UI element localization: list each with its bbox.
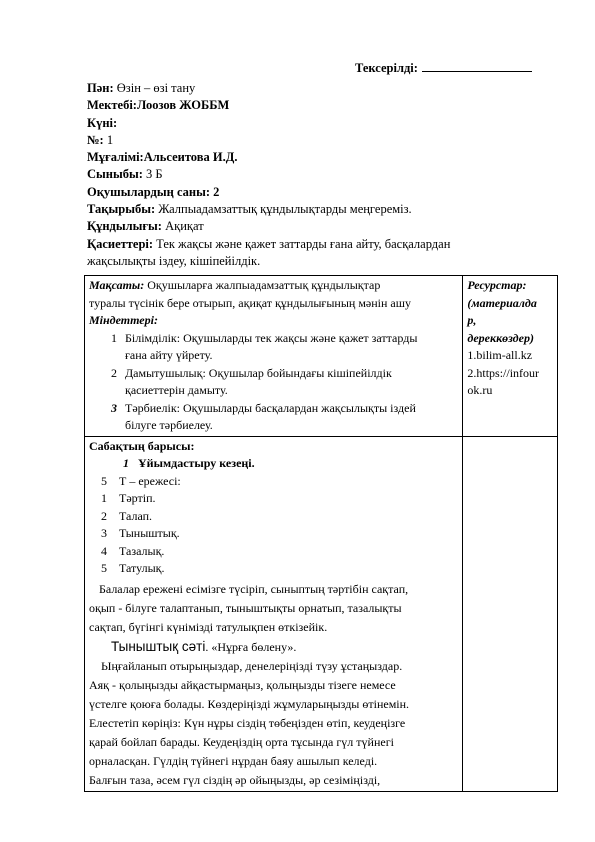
resources-label: Ресурстар: (467, 278, 527, 292)
course-side-cell (463, 436, 558, 791)
resource-link[interactable]: 2.https://infour (467, 365, 540, 380)
task-item: 3 Тәрбиелік: Оқушыларды басқалардан жақсылықты іздей білуге тәрбиелеу. (111, 400, 416, 432)
course-cell: Сабақтың барысы: 1 Ұйымдастыру кезеңі. 5 Т – ережесі: 1 Тәртіп. 2 Талап. 3 Тыныштық. 4 Тазалық. 5 Татулық. Балалар ережені есімізге түсіріп, сыныптың тәртібін сақтап, оқып - білуге талаптанып, тыныштықты орнатып, тазалықты сақтап, бүгінгі күнімізді татулықпен өткізейік. Тыныштық сәті. «Нұрға бөлену». Ыңғайланып отырыңыздар, денелеріңізді түзу ұстаңыздар. Аяқ - қолыңызды айқастырмаңыз, қолыңызды тізеге немесе үстелге қоюға болады. Көздеріңізді жұмуларыңызды өтінемін. Елестетіп көріңіз: Күн нұры сіздің төбеңізден өтіп, кеудеңізге қарай бойлап барады. Кеудеңіздің орта тұсында гүл түйнегі орналасқан. Гүлдің түйнегі нұрдан баяу ашылып келеді. Балғын таза, әсем гүл сіздің әр ойыңызды, әр сезіміңізді, (85, 436, 463, 791)
rule-item: 5 Татулық. (101, 561, 165, 575)
checked-by-label: Тексерілді: (355, 61, 418, 75)
topic-row: Тақырыбы: Жалпыадамзаттық құндылықтарды меңгереміз. (87, 202, 412, 217)
class-row: Сыныбы: 3 Б (87, 167, 163, 182)
goal-text-cont: туралы түсінік бере отырып, ақиқат құндылығының мәнін ашу (89, 295, 411, 310)
quality-row-cont: жақсылықты іздеу, кішіпейілдік. (87, 253, 261, 268)
course-label: Сабақтың барысы: (89, 438, 195, 453)
tasks-label: Міндеттері: (89, 313, 158, 327)
quality-row: Қасиеттері: Тек жақсы және қажет заттарды ғана айту, басқалардан (87, 236, 451, 251)
rule-item: 3 Тыныштық. (101, 526, 180, 540)
students-row: Оқушылардың саны: 2 (87, 184, 220, 199)
resources-cell: Ресурстар: (материалда р, дереккөздер) 1.bilim-all.kz 2.https://infour ok.ru (463, 276, 558, 437)
teacher-row: Мұғалімі:Альсеитова И.Д. (87, 150, 238, 165)
school-row: Мектебі:Лоозов ЖОББМ (87, 98, 230, 113)
date-row: Күні: (87, 115, 118, 130)
course-row (85, 436, 558, 791)
goal-row (85, 276, 558, 437)
goal-text: Оқушыларға жалпыадамзаттық құндылықтар (147, 278, 381, 292)
task-item: 2 Дамытушылық: Оқушылар бойындағы кішіпейілдік қасиеттерін дамыту. (111, 365, 392, 397)
goal-label: Мақсаты: (89, 278, 145, 292)
number-row: №: 1 (87, 132, 114, 147)
resource-link[interactable]: 1.bilim-all.kz (467, 348, 533, 362)
task-item: 1 Білімділік: Оқушыларды тек жақсы және қажет заттарды ғана айту үйрету. (111, 330, 418, 362)
paragraph-silence: Ыңғайланып отырыңыздар, денелеріңізді түзу ұстаңыздар. (101, 658, 403, 673)
subject-row: Пән: Өзін – өзі тану (87, 81, 196, 95)
stage-heading: 1 Ұйымдастыру кезеңі. (123, 456, 255, 470)
silence-heading: Тыныштық сәті. «Нұрға бөлену». (111, 638, 297, 654)
rule-item: 4 Тазалық. (101, 543, 165, 558)
goal-cell (85, 276, 463, 437)
lesson-table (84, 275, 558, 792)
rule-item: 5 Т – ережесі: (101, 473, 181, 488)
value-row: Құндылығы: Ақиқат (87, 219, 204, 234)
rule-item: 2 Талап. (101, 508, 153, 523)
signature-line (422, 60, 532, 72)
lesson-header (87, 80, 557, 270)
rule-item: 1 Тәртіп. (101, 491, 156, 505)
checked-by-field (355, 60, 532, 76)
paragraph-rules: Балалар ережені есімізге түсіріп, сыныптың тәртібін сақтап, (99, 581, 409, 596)
